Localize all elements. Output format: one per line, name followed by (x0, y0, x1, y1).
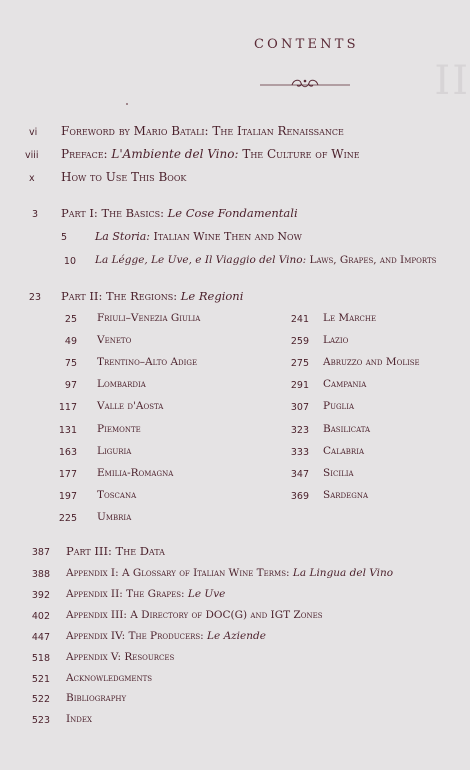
page-number: 25 (64, 314, 77, 325)
entry-title: Appendix III: A Directory of DOC(G) and IGT Zones (66, 608, 323, 621)
page-number: 522 (31, 694, 50, 706)
entry-title: Lazio (323, 334, 349, 347)
page-number: 369 (290, 490, 309, 502)
entry-title: Index (66, 713, 92, 726)
entry-title: Liguria (97, 444, 132, 457)
page-number: 392 (31, 589, 50, 601)
entry-title: Appendix II: The Grapes: Le Uve (66, 587, 226, 600)
page-title: CONTENTS (254, 37, 359, 52)
entry-title: Part I: The Basics: Le Cose Fondamentali (61, 206, 298, 220)
page-number: vi (29, 127, 38, 138)
entry-title: Basilicata (323, 422, 371, 435)
entry-title: Friuli–Venezia Giulia (97, 312, 201, 324)
entry-title: Abruzzo and Molise (323, 356, 420, 369)
page-number: 388 (31, 569, 50, 580)
page-number: 5 (60, 232, 67, 243)
page-number: 347 (290, 468, 309, 480)
stray-mark (126, 103, 128, 105)
page-number: 521 (31, 673, 50, 685)
page-number: 291 (290, 380, 309, 392)
entry-title: Appendix IV: The Producers: Le Aziende (66, 629, 266, 642)
page-number: 275 (290, 358, 309, 370)
page-number: 333 (290, 446, 309, 458)
page-number: 323 (290, 424, 309, 436)
page-number: 402 (31, 610, 50, 622)
fleuron-ornament-icon (260, 76, 350, 92)
entry-title: How to Use This Book (61, 170, 187, 184)
entry-title: Campania (323, 378, 367, 391)
entry-title: Bibliography (66, 692, 127, 705)
entry-title: Part III: The Data (66, 544, 165, 558)
entry-title: Appendix V: Resources (66, 650, 175, 663)
entry-title: Acknowledgments (66, 671, 153, 684)
entry-title: Preface: L'Ambiente del Vino: The Culture of Wine (61, 147, 360, 161)
entry-title: La Légge, Le Uve, e Il Viaggio del Vino: Laws, Grapes, and Imports (95, 254, 437, 266)
page-number: 241 (290, 314, 309, 325)
entry-title: Calabria (323, 444, 365, 457)
page-number: x (29, 173, 35, 184)
page-number: 177 (58, 468, 77, 480)
page-number: 3 (31, 209, 38, 220)
entry-title: Sicilia (323, 466, 354, 479)
entry-title: Toscana (97, 488, 137, 501)
page-number: 23 (28, 292, 41, 303)
entry-title: Piemonte (97, 422, 141, 435)
entry-title: Veneto (97, 334, 132, 347)
entry-title: Foreword by Mario Batali: The Italian Renaissance (61, 124, 344, 138)
entry-title: Lombardia (97, 378, 146, 391)
entry-title: Sardegna (323, 488, 369, 501)
page-number: 131 (58, 424, 77, 436)
page-number: 518 (31, 652, 50, 664)
page-number: 49 (64, 336, 77, 348)
page-number: viii (25, 150, 39, 161)
page-number: 447 (31, 631, 50, 643)
entry-title: Emilia-Romagna (97, 466, 174, 479)
entry-title: Le Marche (323, 312, 377, 324)
page-number: 523 (31, 715, 50, 727)
page-number: 117 (58, 402, 77, 414)
page-number: 259 (290, 336, 309, 348)
entry-title: Trentino–Alto Adige (97, 356, 198, 369)
page-number: 75 (64, 358, 77, 370)
page-number: 163 (58, 446, 77, 458)
page-number: 307 (290, 402, 309, 414)
bleed-through-text: II (434, 58, 470, 104)
entry-title: Valle d'Aosta (97, 400, 164, 413)
entry-title: Part II: The Regions: Le Regioni (61, 289, 244, 303)
page-number: 197 (58, 490, 77, 502)
page-number: 387 (31, 547, 50, 558)
entry-title: Puglia (323, 400, 355, 413)
entry-title: Appendix I: A Glossary of Italian Wine Terms: La Lingua del Vino (66, 567, 394, 579)
entry-title: Umbria (97, 510, 132, 523)
page-number: 225 (58, 512, 77, 524)
page-number: 97 (64, 380, 77, 392)
page-number: 10 (63, 256, 76, 267)
entry-title: La Storia: Italian Wine Then and Now (95, 230, 302, 243)
